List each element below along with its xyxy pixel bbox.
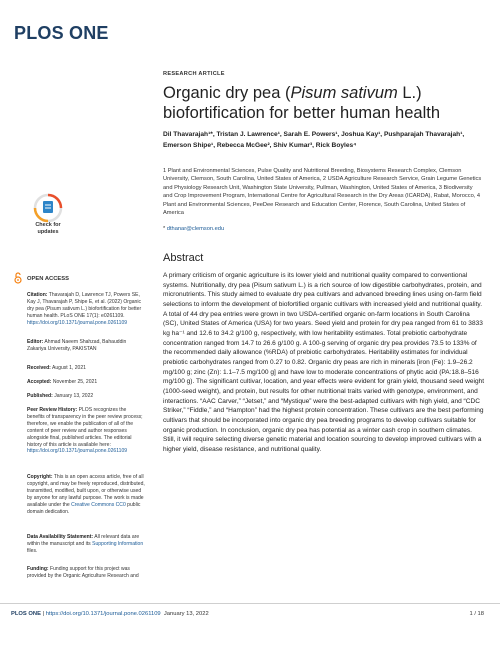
peer-review-label: Peer Review History: <box>27 407 78 413</box>
abstract-heading: Abstract <box>163 252 204 264</box>
check-label-line: Check for <box>35 222 61 228</box>
check-for-updates-label[interactable] <box>28 222 68 235</box>
editor-label: Editor: <box>27 339 44 345</box>
page-number: 1 / 18 <box>469 611 484 617</box>
copyright-label: Copyright: <box>27 474 53 480</box>
published-date <box>27 393 145 400</box>
check-label-line: updates <box>37 228 59 235</box>
article-title <box>163 83 483 123</box>
citation-text: Thavarajah D, Lawrence TJ, Powers SE, Kay J, Thavarajah P, Shipe E, et al. (2022) Organic dry pea (Pisum sativum L.) biofortification for better human health. PLoS ONE 17(1): e0261109. <box>27 292 142 319</box>
affiliations: 1 Plant and Environmental Sciences, Pulse Quality and Nutritional Breeding, Biosystems Research Complex, Clemson University, Clemson, South Carolina, United States of America, 2 USDA Agriculture Research Service, Grain Legume Genetics and Physiology Research Unit, Washington State University, Pullman, Washington, United States of America, 3 Biodiversity and Crop Improvement Program, International Centre for Agricultural Research in the Dry Areas (ICARDA), Rabat, Morocco, 4 Plant and Environmental Sciences, PeeDee Research and Education Center, Florence, South Carolina, United States of America <box>163 168 482 217</box>
copyright-text: This is an open access article, free of all copyright, and may be freely reproduced, distributed, transmitted, modified, built upon, or otherwise used by anyone for any lawful purpose. The work is made available under the <box>27 474 145 508</box>
citation <box>27 292 145 327</box>
abstract-body: A primary criticism of organic agriculture is its lower yield and nutritional quality compared to conventional systems. Nutritionally, dry pea (Pisum sativum L.) is a rich source of low digestible carbohydrates, protein, and micronutrients. This study aimed to evaluate dry pea cultivars and advanced breeding lines using on-farm field selections to inform the development of biofortified organic cultivars with increased yield and nutritional quality. A total of 44 dry pea entries were grown in two USDA-certified organic on-farm locations in South Carolina (SC), United States of America (USA) for two years. Seed yield and protein for dry pea ranged from 61 to 3833 kg ha⁻¹ and 12.6 to 34.2 g/100 g, respectively, with low heritability estimates. Total prebiotic carbohydrate concentration ranged from 14.7 to 26.6 g/100 g. A 100-g serving of organic dry pea provides 73.5 to 133% of the recommended daily allowance (%RDA) of prebiotic carbohydrates. Heritability estimates for individual prebiotic carbohydrates ranged from 0.27 to 0.82. Organic dry peas are rich in minerals [iron (Fe): 1.9–26.2 mg/100 g; zinc (Zn): 1.1–7.5 mg/100 g] and have low to moderate concentrations of phytic acid (PA:18.8–516 mg/100 g). The significant cultivar, location, and year effects were evident for grain yield, thousand seed weight (1000-seed weight), and protein, but results for other nutritional traits varied with genotype, environment, and interactions. “AAC Carver,” “Jetset,” and “Mystique” were the best-adapted cultivars with high yield, and “CDC Striker,” “Fiddle,” and “Hampton” had the highest protein concentration. These cultivars are the best performing cultivars that should be incorporated into organic dry pea breeding programs to develop cultivars suitable for organic production. In conclusion, organic dry pea has potential as a winter cash crop in southern climates. Still, it will require selecting diverse genetic material and location sourcing to develop improved cultivars with a higher yield, disease resistance, and nutritional quality. <box>163 272 485 453</box>
title-species: Pisum sativum <box>290 84 398 102</box>
citation-doi-link[interactable]: https://doi.org/10.1371/journal.pone.0261109 <box>27 319 128 326</box>
title-part: Organic dry pea ( <box>163 84 291 102</box>
peer-review-link[interactable]: https://doi.org/10.1371/journal.pone.0261109 <box>27 448 128 455</box>
accepted-label: Accepted: <box>27 379 52 385</box>
journal-logo[interactable]: PLOS ONE <box>14 23 109 43</box>
correspondence-marker: * <box>163 226 167 232</box>
correspondence-email-link[interactable]: dthanar@clemson.edu <box>166 226 225 232</box>
funding-label: Funding: <box>27 566 49 572</box>
published-text: January 13, 2022 <box>54 393 94 399</box>
footer-divider <box>0 603 500 604</box>
received-text: August 1, 2021 <box>51 365 86 371</box>
editor <box>27 339 145 353</box>
peer-review-history <box>27 407 145 455</box>
accepted-text: November 25, 2021 <box>52 379 98 385</box>
open-access-label: OPEN ACCESS <box>27 276 69 282</box>
copyright-tail: public domain dedication. <box>27 501 141 515</box>
footer-journal: PLOS ONE <box>11 611 41 617</box>
citation-label: Citation: <box>27 292 48 298</box>
open-access-lock-icon <box>13 272 23 284</box>
published-label: Published: <box>27 393 53 399</box>
peer-review-text: PLOS recognizes the benefits of transparency in the peer review process; therefore, we enable the publication of all of the content of peer review and author responses alongside final, published articles. The editorial history of this article is available here: <box>27 407 143 448</box>
title-part: L.) biofortification for better human health <box>163 84 440 122</box>
data-availability-label: Data Availability Statement: <box>27 534 94 540</box>
page-footer: PLOS ONE | https://doi.org/10.1371/journal.pone.0261109 January 13, 2022 <box>11 611 209 617</box>
editor-text: Ahmad Naeem Shahzad, Bahauddin Zakariya University, PAKISTAN <box>27 339 127 352</box>
data-availability <box>27 534 145 555</box>
funding-text: Funding support for this project was provided by the Organic Agriculture Research and <box>27 566 139 579</box>
cc0-license-link[interactable]: Creative Commons CC0 <box>71 501 126 508</box>
received-label: Received: <box>27 365 51 371</box>
received-date <box>27 365 145 372</box>
data-availability-tail: files. <box>27 547 38 554</box>
article-type-label: RESEARCH ARTICLE <box>163 71 225 77</box>
correspondence <box>163 226 224 232</box>
accepted-date <box>27 379 145 386</box>
supporting-information-link[interactable]: Supporting Information <box>92 540 144 547</box>
footer-date: January 13, 2022 <box>163 611 209 617</box>
footer-doi-link[interactable]: https://doi.org/10.1371/journal.pone.0261109 <box>45 611 161 617</box>
funding <box>27 566 145 580</box>
author-list[interactable]: Dil Thavarajah¹*, Tristan J. Lawrence¹, Sarah E. Powers¹, Joshua Kay¹, Pushparajah Thavarajah¹, Emerson Shipe¹, Rebecca McGee², Shiv Kumar³, Rick Boyles⁴ <box>163 131 465 149</box>
copyright <box>27 474 145 515</box>
data-availability-text: All relevant data are within the manuscript and its <box>27 534 140 547</box>
